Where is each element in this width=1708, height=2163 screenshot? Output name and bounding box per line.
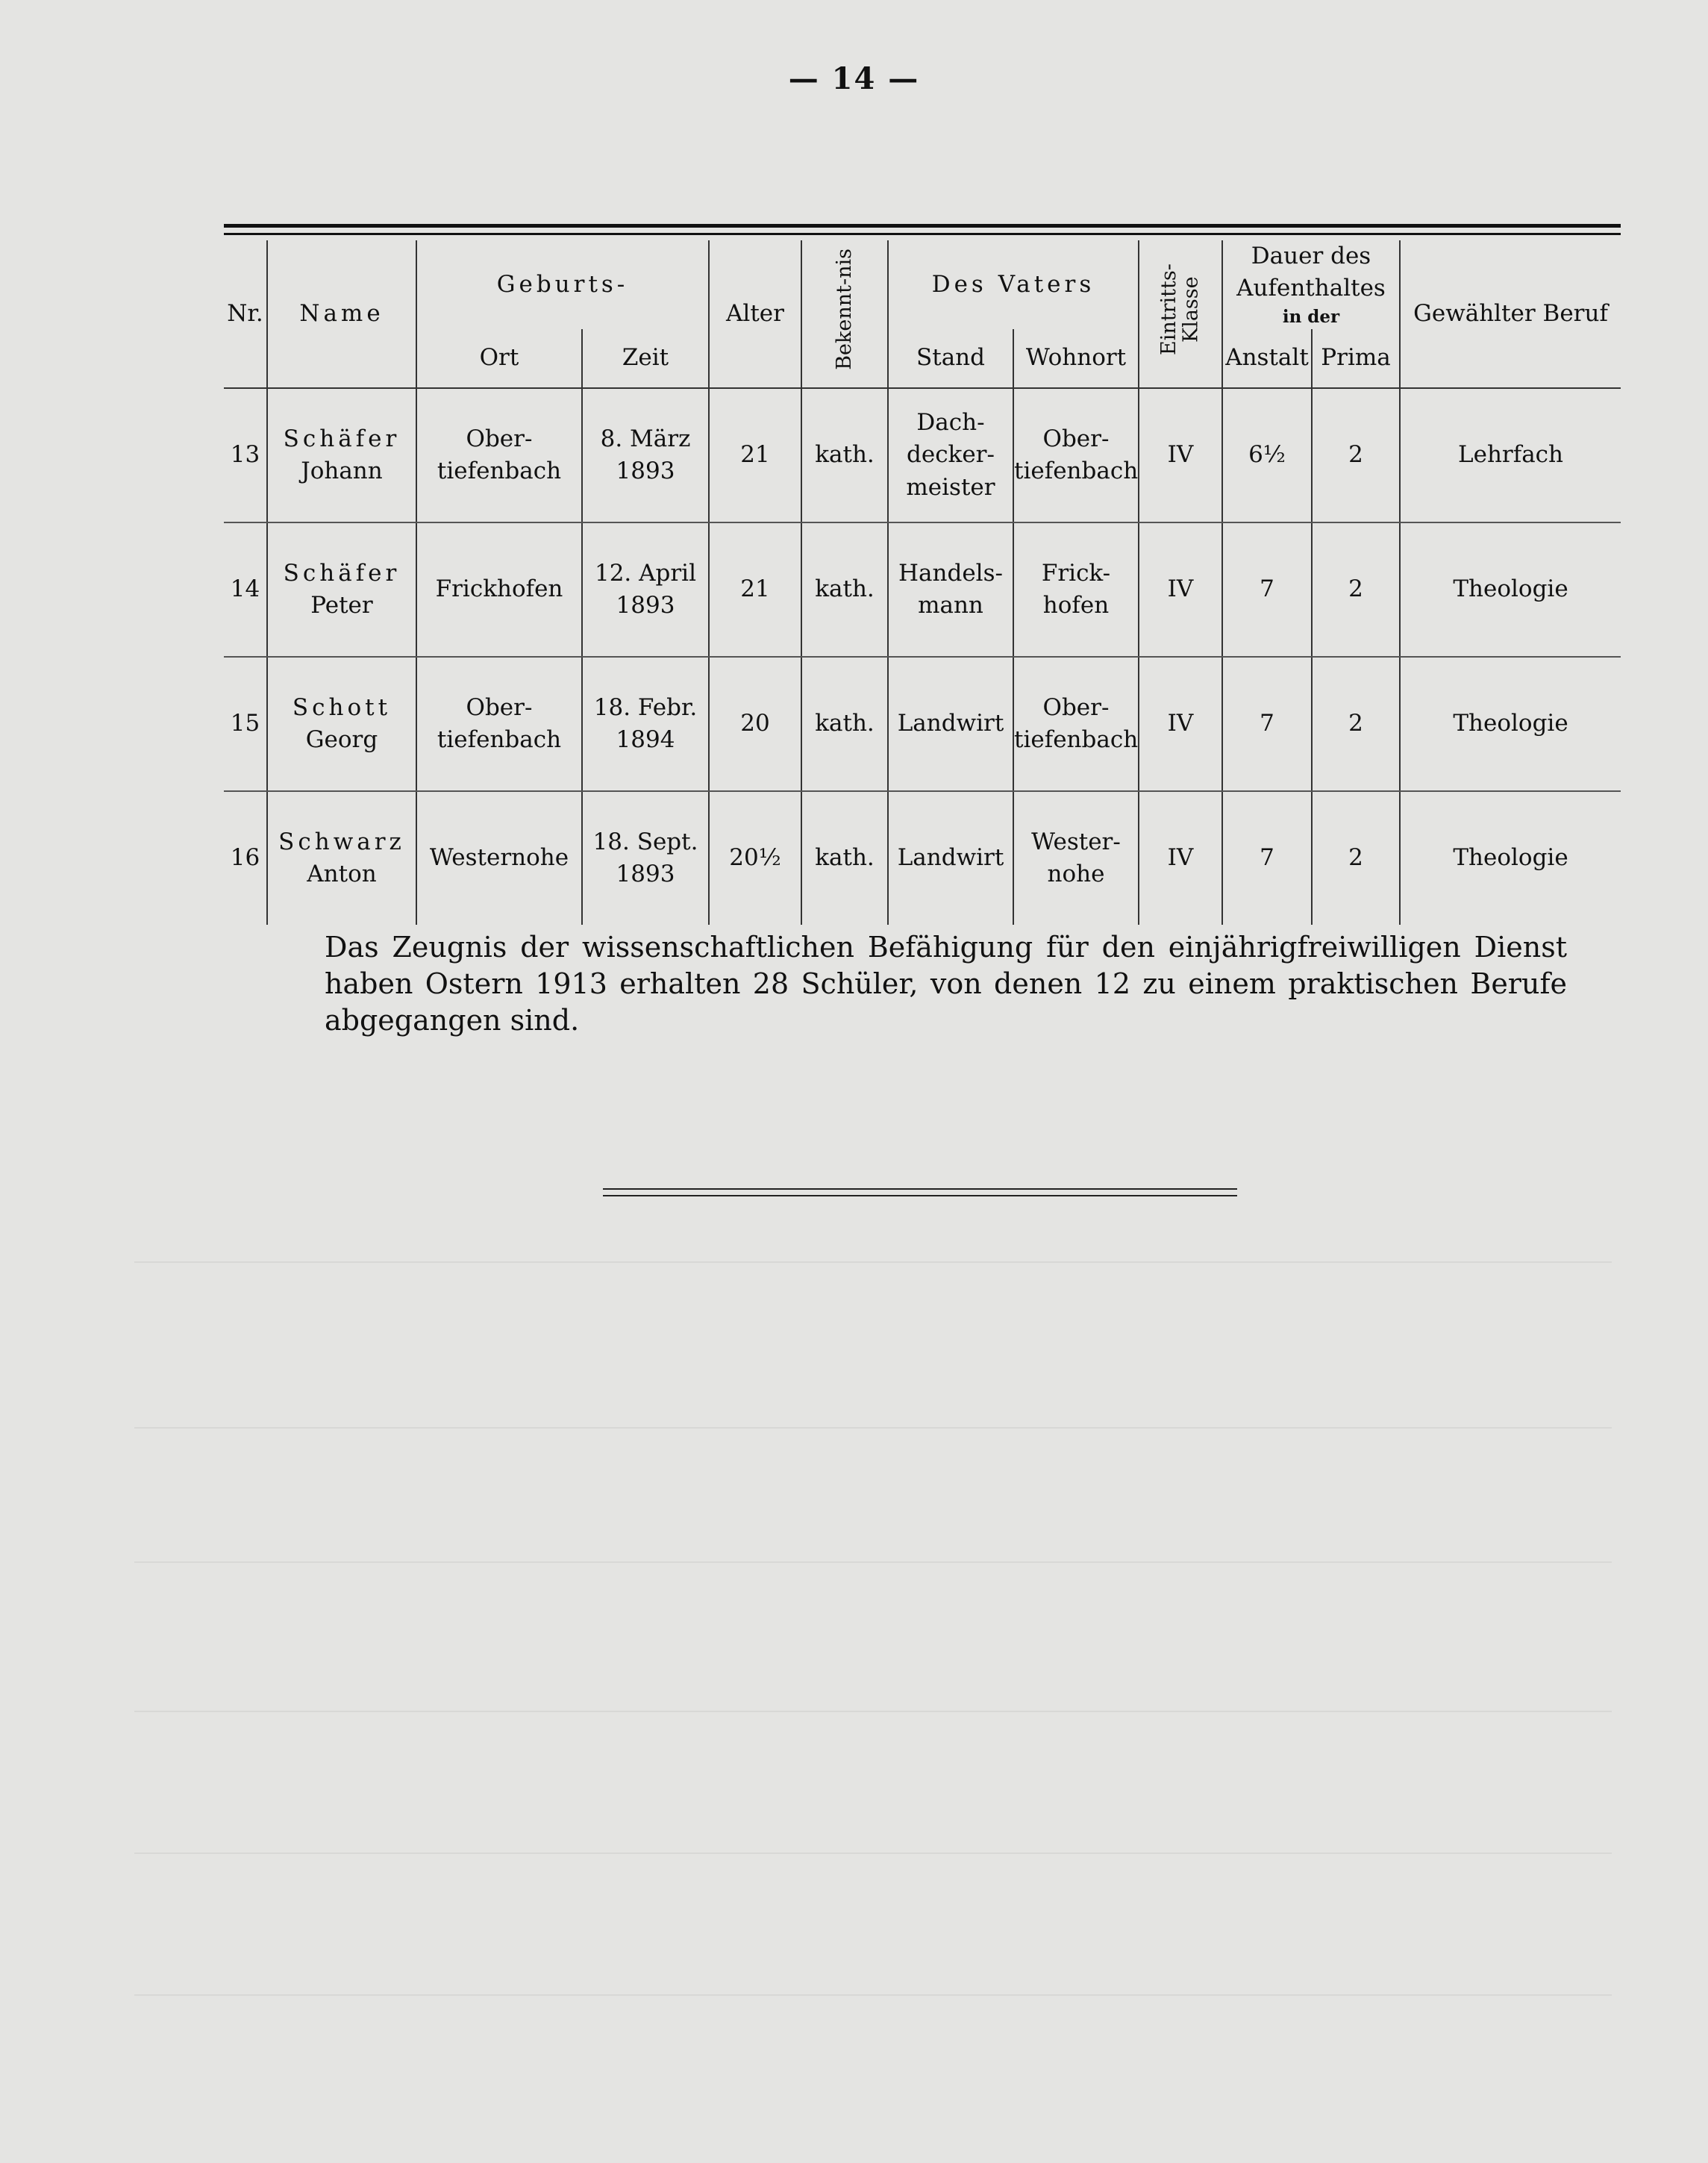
cell-name xyxy=(267,657,416,791)
cell-name xyxy=(267,791,416,925)
header-des-vaters: Des Vaters xyxy=(888,240,1139,329)
cell-alter: 20½ xyxy=(709,791,801,925)
cell-alter: 21 xyxy=(709,388,801,522)
cell-wohnort-line2: nohe xyxy=(1047,860,1105,887)
cell-name-surname: Schäfer xyxy=(283,559,401,587)
cell-stand-line1: Dach- xyxy=(916,408,985,436)
header-stand: Stand xyxy=(888,329,1013,388)
closing-rule-second xyxy=(603,1195,1237,1196)
cell-zeit-year: 1893 xyxy=(616,457,675,484)
cell-wohnort-line2: hofen xyxy=(1042,591,1110,619)
bleed-through-line xyxy=(134,1711,1612,1712)
student-table xyxy=(224,240,1621,925)
bleed-through-line xyxy=(134,1853,1612,1854)
cell-nr: 15 xyxy=(224,657,267,791)
cell-ort-line1: Ober- xyxy=(466,693,533,721)
cell-wohnort xyxy=(1013,657,1139,791)
cell-prima: 2 xyxy=(1312,657,1400,791)
header-in-der: in der xyxy=(1282,306,1340,327)
page-number: — 14 — xyxy=(788,61,920,96)
cell-ort xyxy=(416,657,582,791)
cell-zeit xyxy=(582,791,709,925)
cell-zeit-year: 1894 xyxy=(616,725,675,753)
cell-beruf: Theologie xyxy=(1400,657,1621,791)
cell-anstalt: 7 xyxy=(1222,522,1312,657)
cell-bekenntnis: kath. xyxy=(801,791,888,925)
cell-nr: 14 xyxy=(224,522,267,657)
header-prima: Prima xyxy=(1312,329,1400,388)
cell-wohnort xyxy=(1013,791,1139,925)
header-name: Name xyxy=(267,240,416,388)
cell-ort-line2: tiefenbach xyxy=(437,725,562,753)
cell-wohnort-line2: tiefenbach xyxy=(1014,725,1139,753)
table-row xyxy=(224,388,1621,522)
cell-bekenntnis: kath. xyxy=(801,388,888,522)
cell-beruf: Theologie xyxy=(1400,791,1621,925)
cell-name-given: Anton xyxy=(307,860,377,887)
cell-wohnort-line1: Wester- xyxy=(1031,828,1121,855)
cell-zeit xyxy=(582,657,709,791)
cell-stand-line1: Landwirt xyxy=(897,844,1004,872)
bleed-through-area xyxy=(134,1261,1612,2121)
cell-ort xyxy=(416,522,582,657)
cell-zeit-year: 1893 xyxy=(616,860,675,887)
cell-stand-line1: Landwirt xyxy=(897,710,1004,737)
bleed-through-line xyxy=(134,1427,1612,1429)
cell-ort-line1: Frickhofen xyxy=(435,575,563,603)
cell-anstalt: 6½ xyxy=(1222,388,1312,522)
cell-name-given: Peter xyxy=(310,591,373,619)
bleed-through-line xyxy=(134,1994,1612,1996)
header-dauer xyxy=(1222,240,1400,329)
cell-name-surname: Schäfer xyxy=(283,425,401,452)
header-ort: Ort xyxy=(416,329,582,388)
cell-alter: 21 xyxy=(709,522,801,657)
bleed-through-line xyxy=(134,1561,1612,1563)
cell-name-surname: Schott xyxy=(292,693,392,721)
cell-klasse: IV xyxy=(1139,657,1222,791)
header-geburts: Geburts- xyxy=(416,240,709,329)
header-alter: Alter xyxy=(709,240,801,388)
cell-wohnort xyxy=(1013,388,1139,522)
cell-stand-line2: mann xyxy=(918,591,983,619)
table-top-rule xyxy=(224,224,1621,228)
cell-stand-line3: meister xyxy=(906,473,995,501)
cell-anstalt: 7 xyxy=(1222,657,1312,791)
cell-wohnort xyxy=(1013,522,1139,657)
cell-name-given: Johann xyxy=(301,457,383,484)
cell-ort xyxy=(416,791,582,925)
table-row xyxy=(224,791,1621,925)
cell-alter: 20 xyxy=(709,657,801,791)
header-zeit: Zeit xyxy=(582,329,709,388)
cell-wohnort-line1: Ober- xyxy=(1042,693,1110,721)
cell-wohnort-line2: tiefenbach xyxy=(1014,457,1139,484)
header-eintritts-klasse-label: Eintritts-Klasse xyxy=(1157,263,1203,355)
header-wohnort: Wohnort xyxy=(1013,329,1139,388)
cell-zeit xyxy=(582,388,709,522)
cell-name xyxy=(267,388,416,522)
cell-beruf: Theologie xyxy=(1400,522,1621,657)
cell-zeit-date: 12. April xyxy=(594,559,697,587)
header-anstalt: Anstalt xyxy=(1222,329,1312,388)
cell-zeit-date: 18. Febr. xyxy=(593,693,698,721)
cell-bekenntnis: kath. xyxy=(801,522,888,657)
cell-stand xyxy=(888,388,1013,522)
closing-rule xyxy=(603,1188,1237,1190)
table-row xyxy=(224,522,1621,657)
cell-stand xyxy=(888,791,1013,925)
cell-klasse: IV xyxy=(1139,388,1222,522)
header-eintritts-klasse xyxy=(1139,240,1222,388)
cell-wohnort-line1: Frick- xyxy=(1041,559,1111,587)
cell-zeit xyxy=(582,522,709,657)
cell-stand-line1: Handels- xyxy=(898,559,1003,587)
header-bekenntnis xyxy=(801,240,888,388)
cell-ort-line2: tiefenbach xyxy=(437,457,562,484)
cell-nr: 16 xyxy=(230,844,260,872)
cell-klasse: IV xyxy=(1139,791,1222,925)
cell-zeit-date: 18. Sept. xyxy=(592,828,698,855)
cell-prima: 2 xyxy=(1312,522,1400,657)
cell-ort-line1: Ober- xyxy=(466,425,533,452)
cell-prima: 2 xyxy=(1312,388,1400,522)
cell-name xyxy=(267,522,416,657)
table-row xyxy=(224,657,1621,791)
cell-anstalt: 7 xyxy=(1222,791,1312,925)
table-top-rule-thin xyxy=(224,233,1621,235)
cell-zeit-year: 1893 xyxy=(616,591,675,619)
header-dauer-label: Dauer des Aufenthaltes xyxy=(1236,243,1386,302)
cell-nr: 13 xyxy=(224,388,267,522)
cell-ort-line1: Westernohe xyxy=(429,844,569,872)
cell-bekenntnis: kath. xyxy=(801,657,888,791)
cell-beruf: Lehrfach xyxy=(1400,388,1621,522)
cell-stand xyxy=(888,522,1013,657)
cell-klasse: IV xyxy=(1139,522,1222,657)
cell-name-surname: Schwarz xyxy=(278,828,405,855)
cell-name-given: Georg xyxy=(305,725,378,753)
cell-zeit-date: 8. März xyxy=(600,425,691,452)
header-beruf: Gewählter Beruf xyxy=(1400,240,1621,388)
cell-stand xyxy=(888,657,1013,791)
cell-prima: 2 xyxy=(1312,791,1400,925)
header-bekenntnis-label: Bekennt-nis xyxy=(833,248,857,370)
certificate-paragraph: Das Zeugnis der wissenschaftlichen Befähigung für den einjährigfreiwilligen Dienst haben Ostern 1913 erhalten 28 Schüler, von denen 12 zu einem praktischen Berufe abgegangen sind. xyxy=(325,931,1567,1037)
cell-ort xyxy=(416,388,582,522)
cell-wohnort-line1: Ober- xyxy=(1042,425,1110,452)
cell-stand-line2: decker- xyxy=(907,441,995,469)
header-nr: Nr. xyxy=(224,240,267,388)
